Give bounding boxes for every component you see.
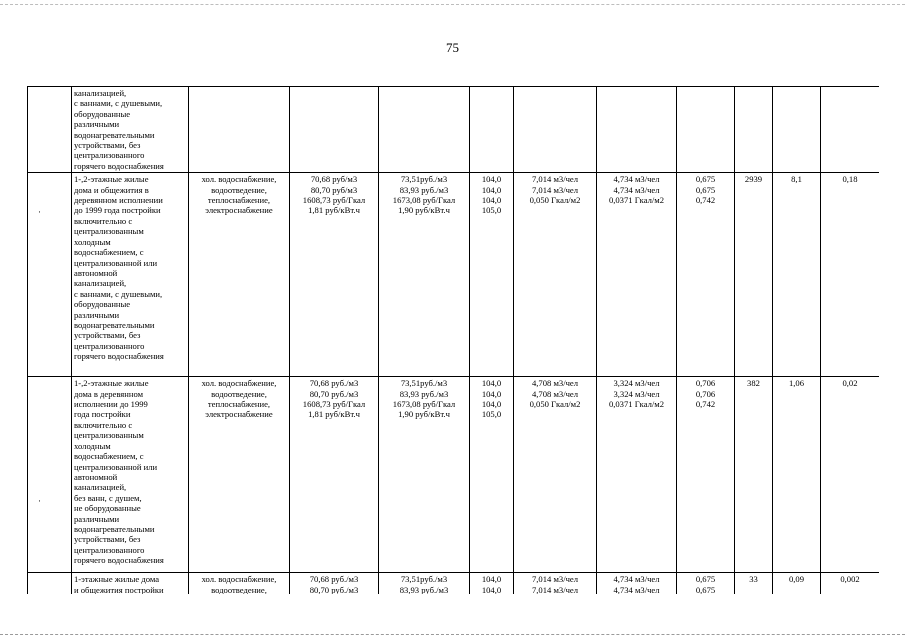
cell-text-line: с ваннами, с душевыми, <box>74 98 163 109</box>
cell-text: 2939 <box>744 174 763 185</box>
cell-text-line: водоотведение, <box>211 388 267 399</box>
cell-text-line: 105,0 <box>481 409 502 420</box>
cell-text-line: 83,93 руб./м3 <box>399 184 449 195</box>
cell-text-line: различными <box>74 513 120 524</box>
cell-text-line: 1673,08 руб/Гкал <box>392 399 456 410</box>
cell-text-line: водоснабжением, с <box>74 451 144 462</box>
cell-text-line: 0,742 <box>695 399 716 410</box>
cell-text-line: 1673,08 руб/Гкал <box>392 195 456 206</box>
norm-b-cell <box>597 377 677 573</box>
cell-text-line: 1-,2-этажные жилые <box>74 378 149 389</box>
cell-text: 33 <box>749 574 758 585</box>
cell-text-line: водонагревательными <box>74 319 155 330</box>
description-cell <box>72 173 189 377</box>
cell-text-line: различными <box>74 119 120 130</box>
cell-text-line: 104,0 <box>481 574 502 585</box>
row-blank-cell <box>28 173 72 377</box>
index-cell <box>470 377 514 573</box>
index-cell <box>470 573 514 594</box>
value1-cell <box>773 173 821 377</box>
norm-b-cell <box>597 87 677 173</box>
cell-text-line: 70,68 руб./м3 <box>309 378 359 389</box>
cell-text-line: 0,706 <box>695 378 716 389</box>
cell-text-line: 104,0 <box>481 584 502 594</box>
cell-text-line: 7,014 м3/чел <box>531 574 579 585</box>
norm-a-cell <box>514 87 597 173</box>
table-row <box>28 173 880 377</box>
cell-text-line: теплоснабжение, <box>207 399 271 410</box>
services-cell <box>189 87 290 173</box>
tariff-new-cell <box>379 377 470 573</box>
cell-text-line: до 1999 года постройки <box>74 205 161 216</box>
value1-cell <box>773 377 821 573</box>
cell-text-line: 1,81 руб/кВт.ч <box>308 205 360 216</box>
cell-text-line: с ваннами, с душевыми, <box>74 288 163 299</box>
value2-cell <box>821 377 880 573</box>
cell-text-line: 73,51руб./м3 <box>400 574 448 585</box>
cell-text-line: 0,050 Гкал/м2 <box>529 195 581 206</box>
cell-text-line: 0,742 <box>695 195 716 206</box>
tariff-new-cell <box>379 87 470 173</box>
tariff-prev-cell <box>290 87 379 173</box>
cell-text-line: централизованного <box>74 150 145 161</box>
cell-text-line: 1,90 руб/кВт.ч <box>398 205 450 216</box>
cell-text-line: централизованной или <box>74 257 158 268</box>
cell-text-line: 1,81 руб/кВт.ч <box>308 409 360 420</box>
cell-text-line: 4,734 м3/чел <box>613 184 660 195</box>
cell-text-line: устройствами, без <box>74 330 141 341</box>
cell-text-line: 80,70 руб./м3 <box>309 388 359 399</box>
norm-a-cell <box>514 573 597 594</box>
cell-text-line: 0,0371 Гкал/м2 <box>608 399 665 410</box>
bottom-scan-edge <box>0 634 905 635</box>
cell-text-line: 104,0 <box>481 388 502 399</box>
cell-text-line: централизованного <box>74 544 145 555</box>
table-body <box>28 87 880 595</box>
cell-text: 0,002 <box>840 574 860 585</box>
norm-a-cell <box>514 173 597 377</box>
cell-text-line: 0,0371 Гкал/м2 <box>608 195 665 206</box>
cell-text-line: не оборудованные <box>74 503 141 514</box>
count-cell <box>735 377 773 573</box>
description-cell <box>72 573 189 594</box>
cell-text-line: 73,51руб./м3 <box>400 378 448 389</box>
table-row <box>28 377 880 573</box>
page-number: 75 <box>446 40 459 55</box>
cell-text-line: включительно с <box>74 215 133 226</box>
cell-text-line: хол. водоснабжение, <box>201 378 277 389</box>
cell-text-line: горячего водоснабжения <box>74 351 164 362</box>
cell-text-line: 80,70 руб./м3 <box>309 584 359 594</box>
cell-text-line: централизованного <box>74 340 145 351</box>
cell-text-line: 83,93 руб./м3 <box>399 584 449 594</box>
cell-text-line: 7,014 м3/чел <box>531 174 579 185</box>
cell-text-line: водонагревательными <box>74 129 155 140</box>
cell-text-line: 4,734 м3/чел <box>613 584 660 594</box>
tariff-table <box>27 86 879 594</box>
norm-a-cell <box>514 377 597 573</box>
cell-text-line: электроснабжение <box>205 409 273 420</box>
description-cell <box>72 87 189 173</box>
count-cell <box>735 87 773 173</box>
cell-text-line: 3,324 м3/чел <box>613 378 660 389</box>
cell-text-line: автономной <box>74 267 118 278</box>
cell-text-line: хол. водоснабжение, <box>201 174 277 185</box>
cell-text-line: централизованным <box>74 430 144 441</box>
row-blank-cell <box>28 87 72 173</box>
index-cell <box>470 173 514 377</box>
count-cell <box>735 573 773 594</box>
tariff-new-cell <box>379 573 470 594</box>
cell-text-line: 0,706 <box>695 388 716 399</box>
value2-cell <box>821 573 880 594</box>
cell-text-line: 0,675 <box>695 184 716 195</box>
cell-text-line: 0,675 <box>695 174 716 185</box>
cell-text-line: 4,734 м3/чел <box>613 574 660 585</box>
cell-text-line: 1-этажные жилые дома <box>74 574 160 585</box>
cell-text-line: 70,68 руб./м3 <box>309 574 359 585</box>
services-cell <box>189 377 290 573</box>
cell-text: 382 <box>747 378 760 389</box>
tariff-prev-cell <box>290 173 379 377</box>
cell-text-line: 0,675 <box>695 584 716 594</box>
coefficient-cell <box>677 173 735 377</box>
index-cell <box>470 87 514 173</box>
cell-text-line: 4,734 м3/чел <box>613 174 660 185</box>
cell-text-line: 73,51руб./м3 <box>400 174 448 185</box>
row-blank-cell <box>28 573 72 594</box>
cell-text-line: хол. водоснабжение, <box>201 574 277 585</box>
cell-text-line: 0,050 Гкал/м2 <box>529 399 581 410</box>
services-cell <box>189 573 290 594</box>
cell-text-line: водоснабжением, с <box>74 247 144 258</box>
cell-text-line: централизованным <box>74 226 144 237</box>
cell-text-line: и общежития постройки <box>74 584 164 594</box>
cell-text-line: канализацией, <box>74 88 127 98</box>
cell-text: 0,18 <box>842 174 858 185</box>
cell-text: 0,02 <box>842 378 858 389</box>
cell-text-line: без ванн, с душем, <box>74 492 142 503</box>
cell-text-line: 104,0 <box>481 174 502 185</box>
cell-text-line: 3,324 м3/чел <box>613 388 660 399</box>
cell-text-line: электроснабжение <box>205 205 273 216</box>
cell-text-line: дома в деревянном <box>74 388 144 399</box>
cell-text-line: 83,93 руб./м3 <box>399 388 449 399</box>
coefficient-cell <box>677 377 735 573</box>
margin-mark: · <box>38 496 41 506</box>
cell-text-line: устройствами, без <box>74 140 141 151</box>
cell-text-line: холодным <box>74 236 111 247</box>
cell-text-line: канализацией, <box>74 278 127 289</box>
cell-text-line: различными <box>74 309 120 320</box>
value1-cell <box>773 573 821 594</box>
value1-cell <box>773 87 821 173</box>
cell-text: 1,06 <box>788 378 805 389</box>
norm-b-cell <box>597 173 677 377</box>
tariff-new-cell <box>379 173 470 377</box>
cell-text-line: 0,675 <box>695 574 716 585</box>
cell-text-line: включительно с <box>74 419 133 430</box>
cell-text-line: устройствами, без <box>74 534 141 545</box>
tariff-table-container <box>27 86 879 594</box>
coefficient-cell <box>677 573 735 594</box>
cell-text-line: канализацией, <box>74 482 127 493</box>
cell-text-line: 1608,73 руб/Гкал <box>302 399 366 410</box>
cell-text-line: теплоснабжение, <box>207 195 271 206</box>
value2-cell <box>821 87 880 173</box>
cell-text-line: года постройки <box>74 409 131 420</box>
cell-text-line: 80,70 руб/м3 <box>310 184 358 195</box>
value2-cell <box>821 173 880 377</box>
cell-text-line: 105,0 <box>481 205 502 216</box>
cell-text-line: 4,708 м3/чел <box>531 388 579 399</box>
cell-text-line: 1-,2-этажные жилые <box>74 174 149 185</box>
cell-text-line: исполнении до 1999 <box>74 399 148 410</box>
margin-mark: · <box>38 207 41 217</box>
cell-text-line: оборудованные <box>74 108 131 119</box>
services-cell <box>189 173 290 377</box>
cell-text-line: 1608,73 руб/Гкал <box>302 195 366 206</box>
coefficient-cell <box>677 87 735 173</box>
cell-text-line: горячего водоснабжения <box>74 160 164 171</box>
cell-text-line: 4,708 м3/чел <box>531 378 579 389</box>
cell-text-line: 104,0 <box>481 378 502 389</box>
norm-b-cell <box>597 573 677 594</box>
table-row <box>28 573 880 594</box>
cell-text: 8,1 <box>791 174 802 185</box>
count-cell <box>735 173 773 377</box>
cell-text-line: холодным <box>74 440 111 451</box>
cell-text-line: 7,014 м3/чел <box>531 584 579 594</box>
cell-text-line: деревянном исполнении <box>74 195 163 206</box>
cell-text-line: дома и общежития в <box>74 184 149 195</box>
cell-text-line: 7,014 м3/чел <box>531 184 579 195</box>
cell-text-line: водоотведение, <box>211 184 267 195</box>
cell-text-line: автономной <box>74 471 118 482</box>
cell-text: 0,09 <box>788 574 805 585</box>
cell-text-line: 70,68 руб/м3 <box>310 174 358 185</box>
cell-text-line: централизованной или <box>74 461 158 472</box>
cell-text-line: горячего водоснабжения <box>74 555 164 566</box>
tariff-prev-cell <box>290 377 379 573</box>
tariff-prev-cell <box>290 573 379 594</box>
cell-text-line: оборудованные <box>74 299 131 310</box>
cell-text-line: 104,0 <box>481 184 502 195</box>
table-row <box>28 87 880 173</box>
cell-text-line: водонагревательными <box>74 523 155 534</box>
cell-text-line: 1,90 руб/кВт.ч <box>398 409 450 420</box>
top-scan-edge <box>0 4 905 5</box>
description-cell <box>72 377 189 573</box>
cell-text-line: 104,0 <box>481 399 502 410</box>
row-blank-cell <box>28 377 72 573</box>
cell-text-line: 104,0 <box>481 195 502 206</box>
cell-text-line: водоотведение, <box>211 584 267 594</box>
